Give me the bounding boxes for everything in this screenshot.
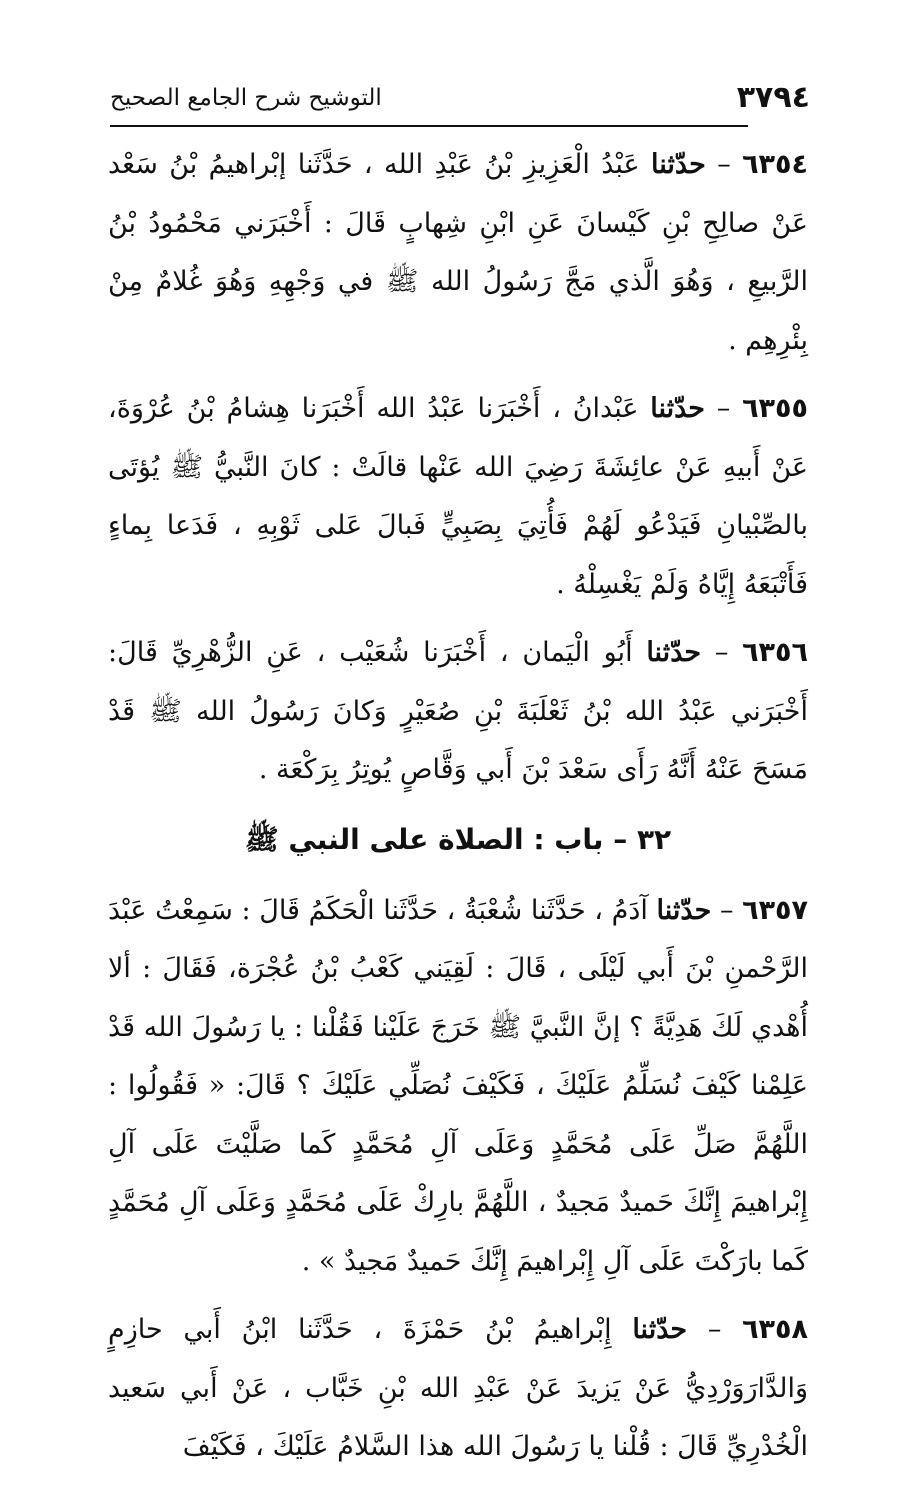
hadith-dash: – bbox=[711, 894, 743, 926]
running-header bbox=[110, 78, 810, 118]
hadith-lead: حدّثنا bbox=[650, 393, 706, 424]
hadith-text: عَبْدانُ ، أَخْبَرَنا عَبْدُ الله أَخْبَرَنا هِشامُ بْنُ عُرْوَةَ، عَنْ أَبيهِ عَنْ عائِشَةَ رَضِيَ الله عَنْها قالَتْ : كانَ النَّبيُّ ﷺ يُؤتَى بالصِّبْيانِ فَيَدْعُو لَهُمْ فَأُتِيَ بِصَبِيٍّ فَبالَ عَلى ثَوْبِهِ ، فَدَعا بِماءٍ فَأَتْبَعَهُ إِيَّاهُ وَلَمْ يَغْسِلْهُ . bbox=[108, 393, 808, 600]
hadith-text: إِبْراهيمُ بْنُ حَمْزَةَ ، حَدَّثَنا ابْنُ أَبي حازِمٍ وَالدَّارَوَرْدِيُّ عَنْ يَزيدَ عَنْ عَبْدِ الله بْنِ خَبَّاب ، عَنْ أَبي سَعيد الْخُدْرِيِّ قَالَ : قُلْنا يا رَسُولَ الله هذا السَّلامُ عَلَيْكَ ، فَكَيْفَ bbox=[108, 1314, 808, 1462]
hadith-paragraph bbox=[108, 136, 808, 370]
hadith-text: أَبُو الْيَمان ، أَخْبَرَنا شُعَيْب ، عَنِ الزُّهْرِيِّ قَالَ: أَخْبَرَني عَبْدُ الله بْنُ ثَعْلَبَةَ بْنِ صُعَيْرٍ وَكانَ رَسُولُ الله ﷺ قَدْ مَسَحَ عَنْهُ أَنَّهُ رَأَى سَعْدَ بْنَ أَبي وَقَّاصٍ يُوتِرُ بِرَكْعَة . bbox=[108, 637, 808, 785]
hadith-lead: حدّثنا bbox=[632, 1314, 688, 1345]
page-number: ٣٧٩٤ bbox=[736, 80, 810, 115]
hadith-paragraph bbox=[108, 882, 808, 1292]
hadith-number: ٦٣٥٥ bbox=[742, 393, 808, 424]
hadith-paragraph bbox=[108, 380, 808, 614]
hadith-number: ٦٣٥٨ bbox=[742, 1314, 808, 1345]
hadith-paragraph bbox=[108, 1301, 808, 1477]
hadith-number: ٦٣٥٤ bbox=[742, 149, 808, 180]
hadith-lead: حدّثنا bbox=[651, 149, 706, 180]
hadith-dash: – bbox=[701, 637, 743, 668]
hadith-lead: حدّثنا bbox=[656, 894, 712, 926]
hadith-text: آدَمُ ، حَدَّثَنا شُعْبَةُ ، حَدَّثَنا الْحَكَمُ قَالَ : سَمِعْتُ عَبْدَ الرَّحْمنِ بْنَ أَبي لَيْلَى ، قَالَ : لَقِيَني كَعْبُ بْنُ عُجْرَة، فَقَالَ : ألا أُهْدي لَكَ هَدِيَّةً ؟ إنَّ النَّبيَّ ﷺ خَرَجَ عَلَيْنا فَقُلْنا : يا رَسُولَ الله قَدْ عَلِمْنا كَيْفَ نُسَلِّمُ عَلَيْكَ ، فَكَيْفَ نُصَلِّي عَلَيْكَ ؟ قَالَ: « فَقُولُوا : اللَّهُمَّ صَلِّ عَلَى مُحَمَّدٍ وَعَلَى آلِ مُحَمَّدٍ كَما صَلَّيْتَ عَلَى آلِ إِبْراهيمَ إِنَّكَ حَميدٌ مَجيدٌ ، اللَّهُمَّ بارِكْ عَلَى مُحَمَّدٍ وَعَلَى آلِ مُحَمَّدٍ كَما بارَكْتَ عَلَى آلِ إِبْراهيمَ إِنَّكَ حَميدٌ مَجيدٌ » . bbox=[108, 894, 808, 1277]
hadith-number: ٦٣٥٧ bbox=[742, 894, 809, 926]
hadith-paragraph bbox=[108, 624, 808, 800]
chapter-heading: ٣٢ – باب : الصلاة على النبي ﷺ bbox=[244, 822, 672, 856]
hadith-dash: – bbox=[705, 393, 743, 424]
page-body bbox=[108, 136, 808, 1487]
hadith-dash: – bbox=[705, 149, 743, 180]
hadith-lead: حدّثنا bbox=[646, 637, 702, 668]
book-title: التوشيح شرح الجامع الصحيح bbox=[110, 85, 382, 111]
header-rule bbox=[110, 125, 748, 127]
hadith-dash: – bbox=[687, 1314, 743, 1345]
hadith-number: ٦٣٥٦ bbox=[742, 637, 808, 668]
hadith-text: عَبْدُ الْعَزِيزِ بْنُ عَبْدِ الله ، حَدَّثَنا إبْراهيمُ بْنُ سَعْد عَنْ صالِحِ بْنِ كَيْسانَ عَنِ ابْنِ شِهابٍ قَالَ : أَخْبَرَني مَحْمُودُ بْنُ الرَّبيعِ ، وَهُوَ الَّذي مَجَّ رَسُولُ الله ﷺ في وَجْهِهِ وَهُوَ غُلامٌ مِنْ بِئْرِهِم . bbox=[108, 149, 808, 356]
